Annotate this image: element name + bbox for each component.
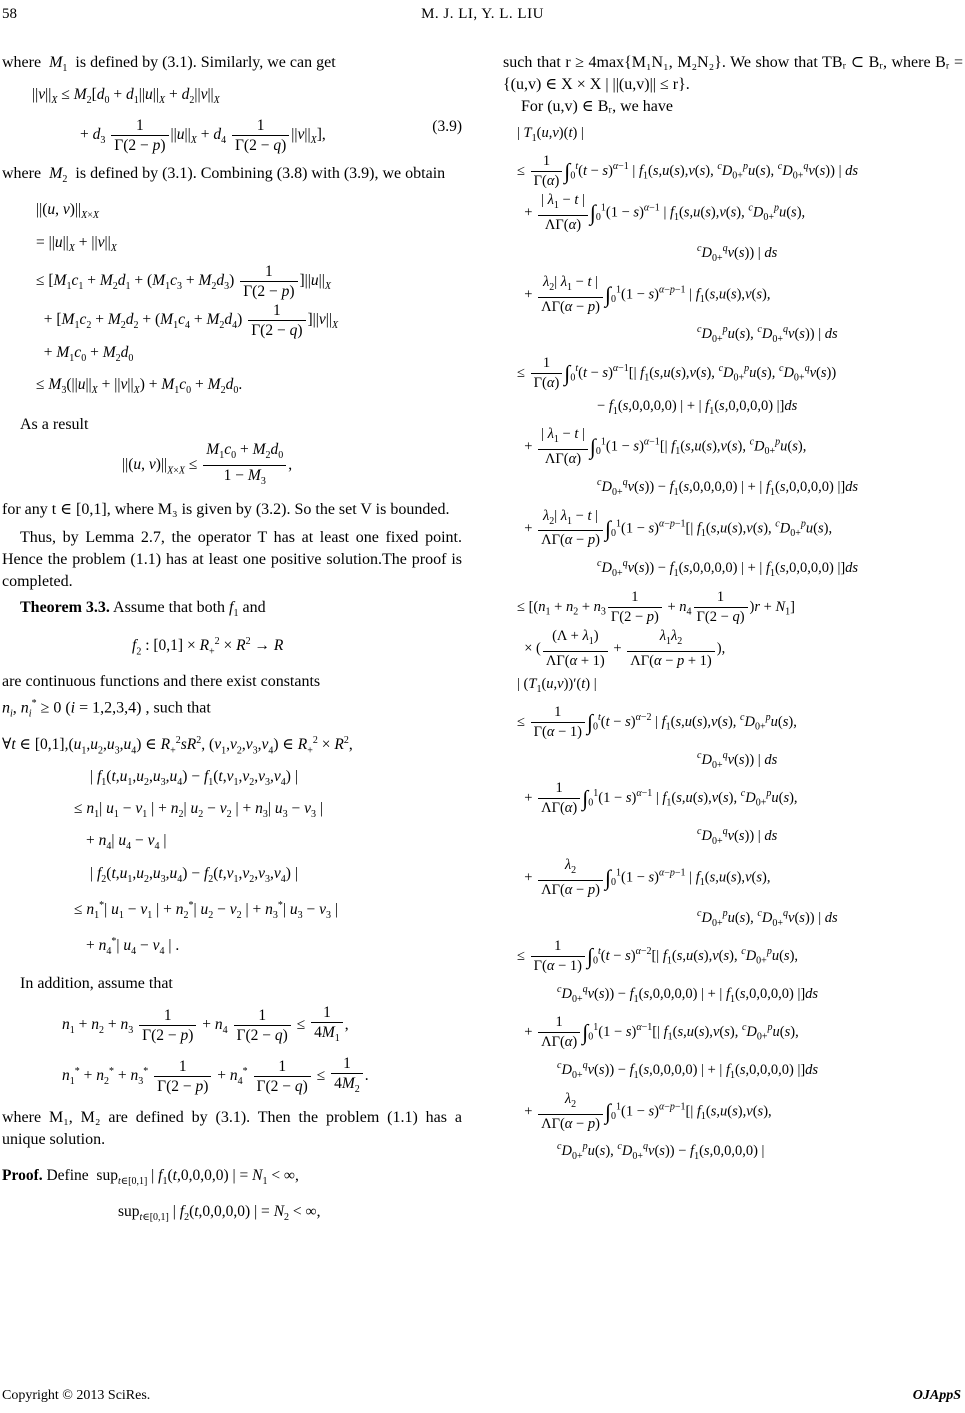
right-column bbox=[503, 52, 963, 1171]
text: where bbox=[2, 54, 42, 71]
paragraph: Thus, by Lemma 2.7, the operator T has at least one fixed point. Hence the problem (1.1) has at least one positive solution.The proof is completed. bbox=[2, 529, 462, 591]
journal-name: OJAppS bbox=[912, 1388, 961, 1403]
equation-number: (3.9) bbox=[432, 118, 462, 136]
theorem-statement: Theorem 3.3. Assume that both $f_1$ and bbox=[20, 599, 266, 620]
text: Define bbox=[46, 1167, 89, 1185]
running-authors: M. J. LI, Y. L. LIU bbox=[421, 6, 544, 22]
equation: $||v||_X \le M_2[d_0 + d_1||u||_X + d_2||v||_X$ bbox=[32, 86, 220, 107]
equation: ||(u, $v)||_{X\times X}$ ≤ $\frac{M_1c_0 + M_2d_0}{1 - M_3}$ , bbox=[122, 440, 293, 488]
paragraph: such that r ≥ 4max{M₁N₁, M₂N₂}. We show that TBᵣ ⊂ Bᵣ, where Bᵣ = {(u,v) ∈ X × X | ||(u,v)|| ≤ r}. bbox=[503, 54, 963, 93]
equation-block: ∀t ∈ $[0,1],(u_1,u_2,u_3,u_4)$ ∈ $R_+^2sR^2$, $(v_1,v_2,v_3,v_4)$ ∈ $R_+^2 \times R^2$, | $f_1(t,u_1,u_2,u_3,u_4) - f_1(t,v_1,v_2,v_3,v_4)$ | ≤ $n_1|$ $u_1 - v_1$ | + $n_2|$ $u_2 - v_2$ | + $n_3|$ $u_3 - v_3$ | + $n_4|$ $u_4 - v_4$ | | $f_2(t,u_1,u_2,u_3,u_4) - f_2(t,v_1,v_2,v_3,v_4)$ | ≤ $n_1^*|$ $u_1 - v_1$ | + $n_2^*|$ $u_2 - v_2$ | + $n_3^*|$ $u_3 - v_3$ | + $n_4^*|$ $u_4 - v_4$ | . bbox=[2, 734, 353, 958]
equation-block: ||(u, $v)||_{X\times X}$ = $||u||_X + ||v||_X$ ≤ [$M_1c_1 + M_2d_1 + (M_1c_3 + M_2d_3)$ $\frac{1}{\Gamma(2 - p)}$ ]$||u||_X$ + [$M_1c_2 + M_2d_2 + (M_1c_4 + M_2d_4)$ $\frac{1}{\Gamma(2 - q)}$ ]$||v||_X$ + $M_1c_0 + M_2d_0$ ≤ $M_3(||u||_X + ||v||_X) + M_1c_0 + M_2d_0$. bbox=[36, 201, 339, 396]
text: is defined by (3.1). Combining (3.8) with (3.9), we obtain bbox=[75, 165, 446, 183]
paragraph: for any t ∈ [0,1], where M₃ is given by (3.2). So the set V is bounded. bbox=[2, 501, 450, 519]
paragraph: where $M_1$ is defined by (3.1). Similarly, we can get bbox=[2, 54, 336, 75]
paragraph: As a result bbox=[20, 415, 89, 433]
equation: $n_1^* + n_2^* + n_3^*$ $\frac{1}{\Gamma(2 - p)}$ + $n_4^*$ $\frac{1}{\Gamma(2 - q)}$ ≤ $\frac{1}{4M_2}$ . bbox=[62, 1055, 369, 1096]
text: and bbox=[242, 599, 266, 617]
left-column bbox=[2, 52, 462, 1233]
proof-label: Proof. bbox=[2, 1167, 43, 1185]
text: Assume that both bbox=[113, 599, 226, 617]
page-header bbox=[0, 6, 965, 28]
text: such that bbox=[153, 699, 211, 717]
paragraph: where M₁, M₂ are defined by (3.1). Then the problem (1.1) has a unique solution. bbox=[2, 1109, 462, 1149]
copyright: Copyright © 2013 SciRes. bbox=[2, 1388, 151, 1403]
estimate-block: | $T_1(u,v)(t)$ | ≤ $\frac{1}{\Gamma(\alpha)}$ $\int_0^t(t - s)^{\alpha-1}$ | $f_1(s,u(s),v(s)$, $^cD_{0+}^pu(s)$, $^cD_{0+}^qv(s)$) | ds + $\frac{| \lambda_1 - t |}{\Lambda\Gamma(\alpha)}$ $\int_0^1(1 - s)^{\alpha-1}$ | $f_1(s,u(s),v(s)$, $^cD_{0+}^pu(s)$, $^cD_{0+}^qv(s)$) | ds + $\frac{\lambda_2| \lambda_1 - t |}{\Lambda\Gamma(\alpha - p)}$ $\int_0^1(1 - s)^{\alpha-p-1}$ | $f_1(s,u(s),v(s)$, $^cD_{0+}^pu(s)$, $^cD_{0+}^qv(s)$) | ds ≤ $\frac{1}{\Gamma(\alpha)}$ $\int_0^t(t - s)^{\alpha-1}[|$ $f_1(s,u(s),v(s)$, $^cD_{0+}^pu(s)$, $^cD_{0+}^qv(s)$) − $f_1(s,0,0,0,0)$ | + | $f_1(s,0,0,0,0)$ |]ds + $\frac{| \lambda_1 - t |}{\Lambda\Gamma(\alpha)}$ $\int_0^1(1 - s)^{\alpha-1}[|$ $f_1(s,u(s),v(s)$, $^cD_{0+}^pu(s)$, $^cD_{0+}^qv(s)) - f_1(s,0,0,0,0)$ | + | $f_1(s,0,0,0,0)$ |]ds + $\frac{\lambda_2| \lambda_1 - t |}{\Lambda\Gamma(\alpha - p)}$ $\int_0^1(1 - s)^{\alpha-p-1}[|$ $f_1(s,u(s),v(s)$, $^cD_{0+}^pu(s)$, $^cD_{0+}^qv(s)) - f_1(s,0,0,0,0)$ | + | $f_1(s,0,0,0,0)$ |]ds ≤ [($n_1 + n_2 + n_3$ $\frac{1}{\Gamma(2 - p)}$ + $n_4$ $\frac{1}{\Gamma(2 - q)}$ )$r + N_1$] × ( $\frac{(\Lambda + \lambda_1)}{\Lambda\Gamma(\alpha + 1)}$ + $\frac{\lambda_1\lambda_2}{\Lambda\Gamma(\alpha - p + 1)}$ ), | $(T_1(u,v))'(t)$ | ≤ $\frac{1}{\Gamma(\alpha - 1)}$ $\int_0^t(t - s)^{\alpha-2}$ | $f_1(s,u(s),v(s)$, $^cD_{0+}^pu(s)$, $^cD_{0+}^qv(s)$) | ds + $\frac{1}{\Lambda\Gamma(\alpha)}$ $\int_0^1(1 - s)^{\alpha-1}$ | $f_1(s,u(s),v(s)$, $^cD_{0+}^pu(s)$, $^cD_{0+}^qv(s)$) | ds + $\frac{\lambda_2}{\Lambda\Gamma(\alpha - p)}$ $\int_0^1(1 - s)^{\alpha-p-1}$ | $f_1(s,u(s),v(s)$, $^cD_{0+}^pu(s)$, $^cD_{0+}^qv(s)$) | ds ≤ $\frac{1}{\Gamma(\alpha - 1)}$ $\int_0^t(t - s)^{\alpha-2}[|$ $f_1(s,u(s),v(s)$, $^cD_{0+}^pu(s)$, $^cD_{0+}^qv(s)) - f_1(s,0,0,0,0)$ | + | $f_1(s,0,0,0,0)$ |]ds + $\frac{1}{\Lambda\Gamma(\alpha)}$ $\int_0^1(1 - s)^{\alpha-1}[|$ $f_1(s,u(s),v(s)$, $^cD_{0+}^pu(s)$, $^cD_{0+}^qv(s)) - f_1(s,0,0,0,0)$ | + | $f_1(s,0,0,0,0)$ |]ds + $\frac{\lambda_2}{\Lambda\Gamma(\alpha - p)}$ $\int_0^1(1 - s)^{\alpha-p-1}[|$ $f_1(s,u(s),v(s)$, $^cD_{0+}^pu(s)$, $^cD_{0+}^qv(s)) - f_1(s,0,0,0,0)$ | bbox=[517, 125, 859, 1163]
text: is defined by (3.1). Similarly, we can get bbox=[75, 54, 336, 71]
proof-definition: Proof. Define sup$_{t\in[0,1]}$ | $f_1(t,0,0,0,0)$ | = $N_1$ < ∞, sup$_{t\in[0,1]}$ | $f_2(t,0,0,0,0)$ | = $N_2$ < ∞, bbox=[2, 1167, 321, 1224]
paragraph: For (u,v) ∈ Bᵣ, we have bbox=[521, 98, 673, 115]
page-number: 58 bbox=[2, 6, 17, 22]
equation: $n_1 + n_2 + n_3$ $\frac{1}{\Gamma(2 - p)}$ + $n_4$ $\frac{1}{\Gamma(2 - q)}$ ≤ $\frac{1}{4M_1}$ , bbox=[62, 1004, 349, 1045]
paragraph: are continuous functions and there exist constants bbox=[2, 673, 321, 691]
theorem-label: Theorem 3.3. bbox=[20, 599, 110, 617]
paragraph: where $M_2$ is defined by (3.1). Combining (3.8) with (3.9), we obtain bbox=[2, 165, 446, 186]
paragraph: $n_i$, $n_i^* \ge 0$ (i = 1,2,3,4) , such that bbox=[2, 698, 211, 720]
equation: $f_2$ : $[0,1] \times R_+^2 \times R^2 \to R$ bbox=[132, 636, 284, 658]
equation: + $d_3$ $\frac{1}{\Gamma(2 - p)}$ $||u||_X + d_4$ $\frac{1}{\Gamma(2 - q)}$ $||v||_X$], (3.9) bbox=[80, 117, 462, 155]
text: where bbox=[2, 165, 42, 183]
paragraph: In addition, assume that bbox=[20, 975, 173, 993]
